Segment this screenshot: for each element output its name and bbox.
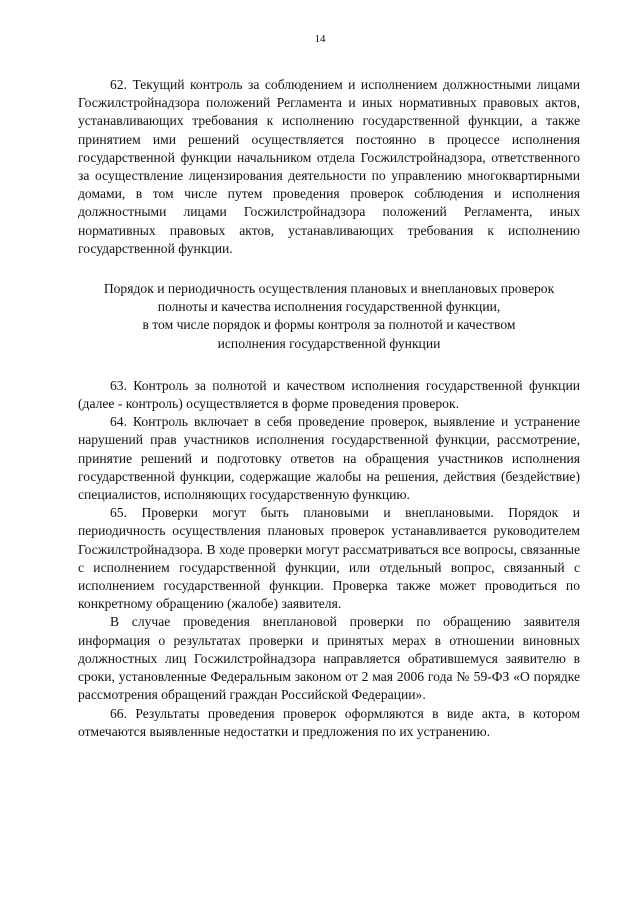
section-heading-line: Порядок и периодичность осуществления плановых и внеплановых проверок	[103, 281, 555, 297]
paragraph-65: 65. Проверки могут быть плановыми и внеплановыми. Порядок и периодичность осуществления плановых проверок устанавливается руководителем Госжилстройнадзора. В ходе проверки могут рассматриваться все вопросы, связанные с исполнением государственной функции, или отдельный вопрос, связанный с исполнением государственной функции. Проверка также может проводиться по конкретному обращению (жалобе) заявителя.	[78, 505, 580, 612]
section-heading	[78, 280, 580, 353]
paragraph-66: 66. Результаты проведения проверок оформляются в виде акта, в котором отмечаются выявленные недостатки и предложения по их устранению.	[78, 705, 580, 739]
paragraph-64: 64. Контроль включает в себя проведение проверок, выявление и устранение нарушений прав участников исполнения государственной функции, рассмотрение, принятие решений и подготовку ответов на обращения участников исполнения государственной функции, содержащие жалобы на решения, действия (бездействие) специалистов, исполняющих государственную функцию.	[78, 414, 580, 503]
paragraph-62: 62. Текущий контроль за соблюдением и исполнением должностными лицами Госжилстройнадзора положений Регламента и иных нормативных правовых актов, устанавливающих требования к исполнению государственной функции, а также принятием ими решений осуществляется постоянно в процессе исполнения государственной функции начальником отдела Госжилстройнадзора, ответственного за осуществление лицензирования деятельности по управлению многоквартирными домами, в том числе путем проведения проверок соблюдения и исполнения должностными лицами Госжилстройнадзора положений Регламента, иных нормативных правовых актов, устанавливающих требования к исполнению государственной функции.	[78, 77, 580, 256]
section-heading-line: исполнения государственной функции	[217, 335, 441, 351]
paragraph-63: 63. Контроль за полнотой и качеством исполнения государственной функции (далее - контроль) осуществляется в форме проведения проверок.	[78, 377, 580, 412]
section-heading-line: в том числе порядок и формы контроля за полнотой и качеством	[142, 317, 516, 333]
section-heading-line: полноты и качества исполнения государственной функции,	[157, 299, 501, 315]
page-number: 14	[314, 33, 326, 45]
document-body	[78, 76, 580, 741]
paragraph-65-unscheduled-inspection: В случае проведения внеплановой проверки по обращению заявителя информация о результатах проверки и принятых мерах в отношении виновных должностных лиц Госжилстройнадзора направляется обратившемуся заявителю в сроки, установленные Федеральным законом от 2 мая 2006 года № 59-ФЗ «О порядке рассмотрения обращений граждан Российской Федерации».	[78, 614, 580, 703]
